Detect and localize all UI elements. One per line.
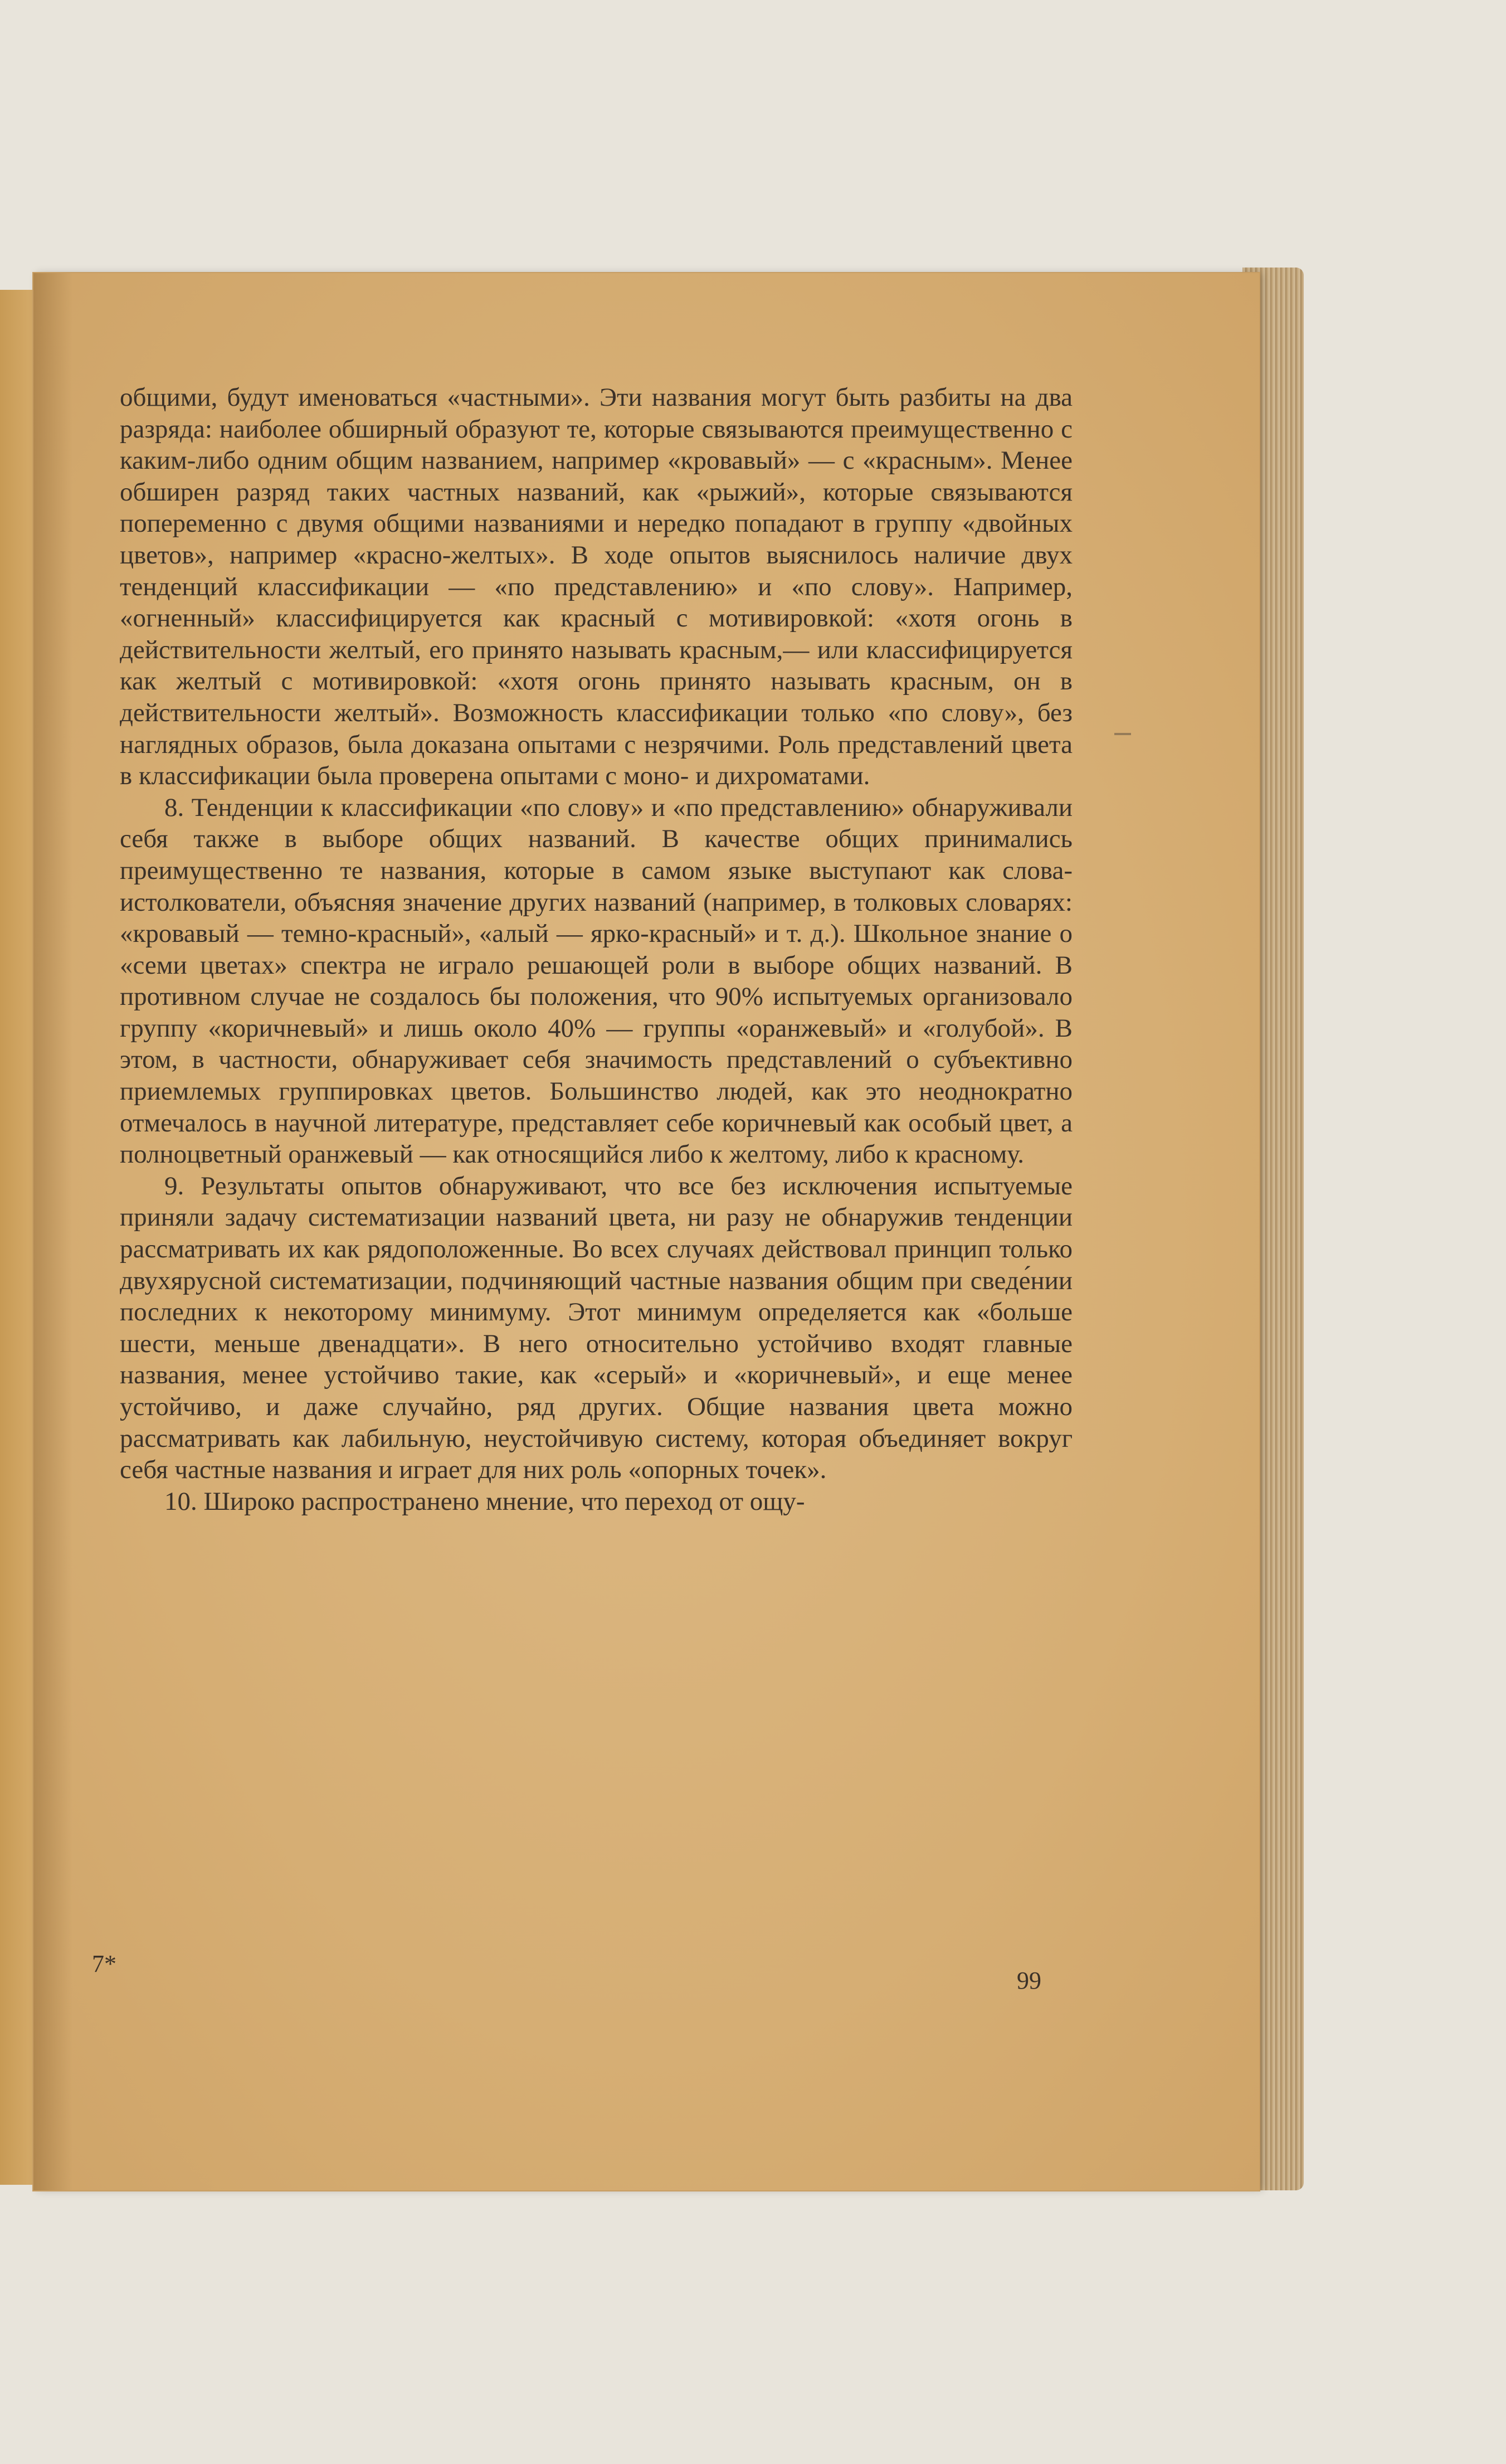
margin-mark: [1114, 733, 1131, 735]
paragraph-continuation: общими, будут именоваться «частными». Эти названия могут быть разбиты на два разряда: наиболее обширный образуют те, которые связываются преимущественно с каким-либо одним общим названием, например «кровавый» — с «красным». Менее обширен разряд таких частных названий, как «рыжий», которые связываются попеременно с двумя общими названиями и нередко попадают в группу «двойных цветов», например «красно-желтых». В ходе опытов выяснилось наличие двух тенденций классификации — «по представлению» и «по слову». Например, «огненный» классифицируется как красный с мотивировкой: «хотя огонь в действительности желтый, его принято называть красным,— или классифицируется как желтый с мотивировкой: «хотя огонь принято называть красным, он в действительности желтый». Возможность классификации только «по слову», без наглядных образов, была доказана опытами с незрячими. Роль представлений цвета в классификации была проверена опытами с моно- и дихроматами.: [120, 383, 1073, 791]
paragraph-9: 9. Результаты опытов обнаруживают, что все без исключения испытуемые приняли задачу систематизации названий цвета, ни разу не обнаружив тенденции рассматривать их как рядоположенные. Во всех случаях действовал принцип только двухярусной систематизации, подчиняющий частные названия общим при сведе́нии последних к некоторому минимуму. Этот минимум определяется как «больше шести, меньше двенадцати». В него относительно устойчиво входят главные названия, менее устойчиво такие, как «серый» и «коричневый», и еще менее устойчиво, и даже случайно, ряд других. Общие названия цвета можно рассматривать как лабильную, неустойчивую систему, которая объединяет вокруг себя частные названия и играет для них роль «опорных точек».: [120, 1171, 1073, 1485]
page-number: 99: [1017, 1967, 1041, 1994]
signature-mark: 7*: [92, 1950, 116, 1977]
page-gutter-shadow: [33, 273, 72, 2190]
paragraph-10: 10. Широко распространено мнение, что переход от ощу-: [164, 1486, 805, 1516]
body-text: [120, 382, 1073, 1517]
paragraph-8: 8. Тенденции к классификации «по слову» и «по представлению» обнаруживали себя также в выборе общих названий. В качестве общих принимались преимущественно те названия, которые в самом языке выступают как слова-истолкователи, объясняя значение других названий (например, в толковых словарях: «кровавый — темно-красный», «алый — ярко-красный» и т. д.). Школьное знание о «семи цветах» спектра не играло решающей роли в выборе общих названий. В противном случае не создалось бы положения, что 90% испытуемых организовало группу «коричневый» и лишь около 40% — группы «оранжевый» и «голубой». В этом, в частности, обнаруживает себя значимость представлений о субъективно приемлемых группировках цветов. Большинство людей, как это неоднократно отмечалось в научной литературе, представляет себе коричневый как особый цвет, а полноцветный оранжевый — как относящийся либо к желтому, либо к красному.: [120, 793, 1073, 1169]
